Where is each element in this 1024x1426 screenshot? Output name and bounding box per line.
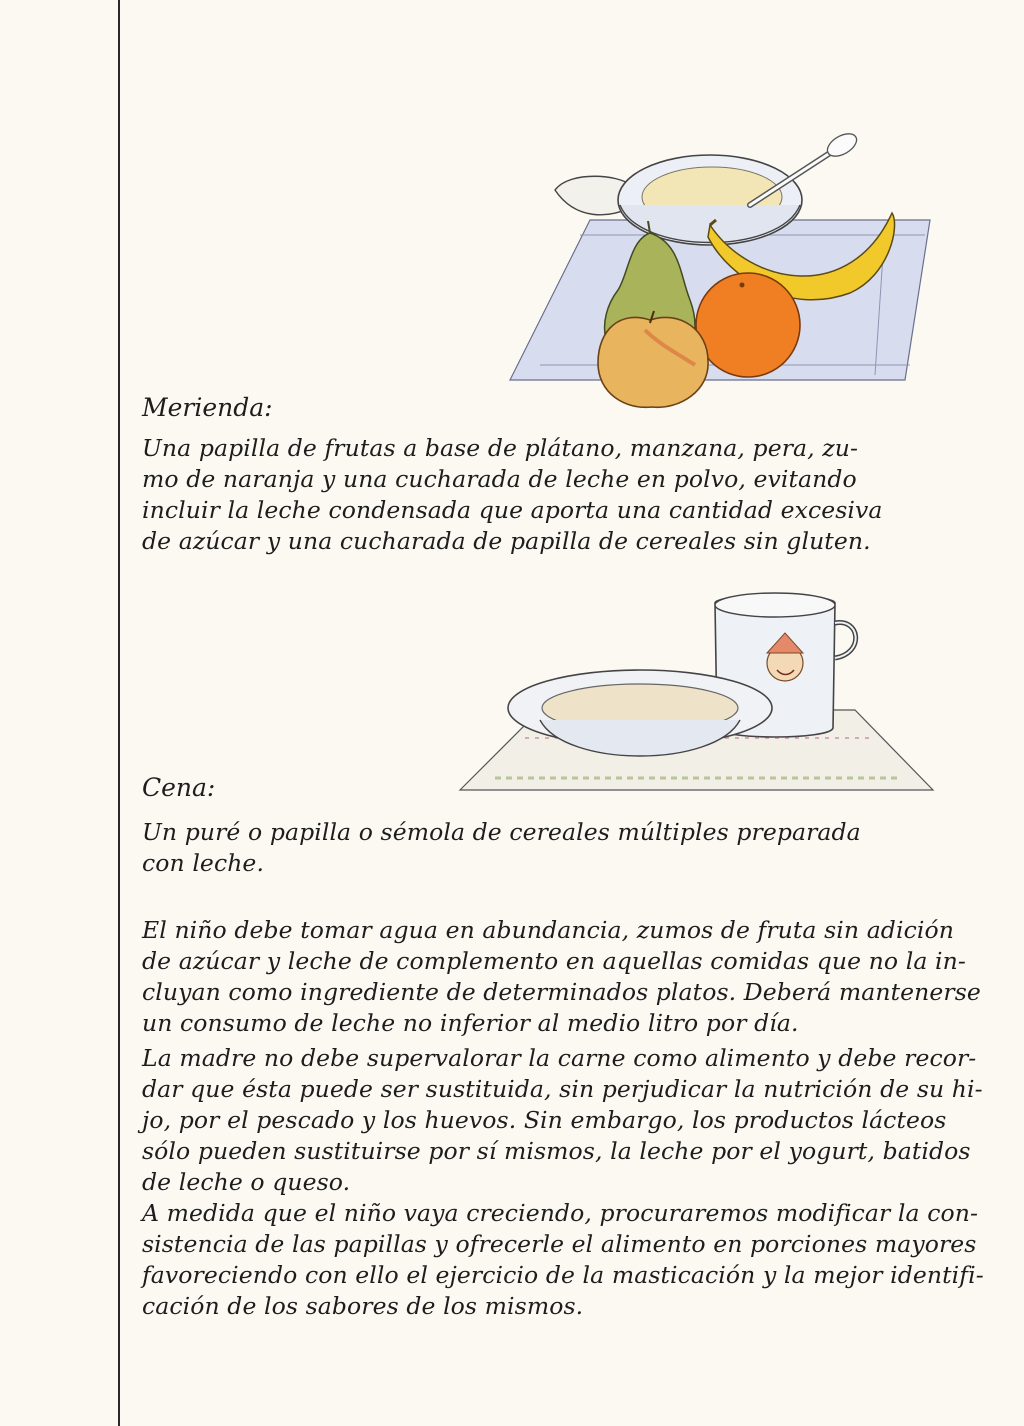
text-line: cluyan como ingrediente de determinados platos. Deberá mantenerse bbox=[142, 978, 981, 1006]
text-line: de azúcar y leche de complemento en aquellas comidas que no la in- bbox=[142, 947, 966, 975]
cup-plate-illustration bbox=[455, 578, 940, 800]
text-line: Un puré o papilla o sémola de cereales múltiples preparada bbox=[142, 818, 861, 846]
text-line: mo de naranja y una cucharada de leche en polvo, evitando bbox=[142, 465, 857, 493]
merienda-heading: Merienda: bbox=[142, 393, 273, 422]
merienda-text bbox=[142, 433, 957, 557]
text-line: jo, por el pescado y los huevos. Sin embargo, los productos lácteos bbox=[142, 1106, 947, 1134]
paragraph-crecimiento bbox=[142, 1198, 984, 1322]
text-line: A medida que el niño vaya creciendo, procuraremos modificar la con- bbox=[142, 1199, 978, 1227]
text-line: un consumo de leche no inferior al medio litro por día. bbox=[142, 1009, 799, 1037]
text-line: favoreciendo con ello el ejercicio de la masticación y la mejor identifi- bbox=[142, 1261, 984, 1289]
orange bbox=[696, 273, 800, 377]
cena-heading: Cena: bbox=[142, 773, 216, 802]
text-line: Una papilla de frutas a base de plátano, manzana, pera, zu- bbox=[142, 434, 859, 462]
paragraph-agua bbox=[142, 915, 981, 1039]
text-line: sistencia de las papillas y ofrecerle el alimento en porciones mayores bbox=[142, 1230, 977, 1258]
apple bbox=[598, 311, 708, 407]
text-line: sólo pueden sustituirse por sí mismos, la leche por el yogurt, batidos bbox=[142, 1137, 971, 1165]
text-line: cación de los sabores de los mismos. bbox=[142, 1292, 584, 1320]
paragraph-carne bbox=[142, 1043, 983, 1198]
text-line: dar que ésta puede ser sustituida, sin perjudicar la nutrición de su hi- bbox=[142, 1075, 983, 1103]
text-line: de leche o queso. bbox=[142, 1168, 351, 1196]
fruit-bowl-illustration bbox=[480, 125, 940, 420]
text-line: con leche. bbox=[142, 849, 265, 877]
cena-text bbox=[142, 817, 957, 879]
text-line: La madre no debe supervalorar la carne como alimento y debe recor- bbox=[142, 1044, 977, 1072]
text-line: incluir la leche condensada que aporta una cantidad excesiva bbox=[142, 496, 883, 524]
text-line: de azúcar y una cucharada de papilla de cereales sin gluten. bbox=[142, 527, 871, 555]
text-line: El niño debe tomar agua en abundancia, zumos de fruta sin adición bbox=[142, 916, 954, 944]
page-margin-rule bbox=[118, 0, 120, 1426]
